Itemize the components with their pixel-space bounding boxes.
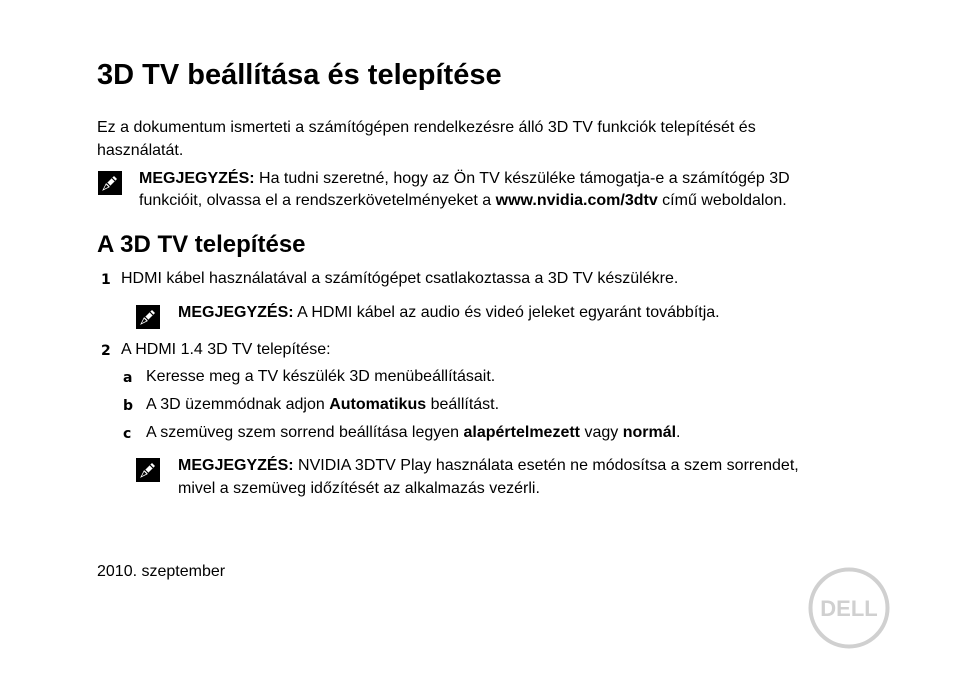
note-label: MEGJEGYZÉS: [178, 457, 294, 474]
page-title: 3D TV beállítása és telepítése [97, 59, 502, 91]
step-number: 2 [101, 343, 111, 359]
intro-line-1: Ez a dokumentum ismerteti a számítógépen rendelkezésre álló 3D TV funkciók telepítését és [97, 119, 756, 136]
substep-c-bold1: alapértelmezett [463, 424, 580, 441]
note1-text-2b: című weboldalon. [657, 192, 787, 209]
logo-text: DELL [820, 596, 878, 621]
footer-date: 2010. szeptember [97, 563, 226, 580]
note-pencil-icon [136, 458, 160, 482]
intro-line-2: használatát. [97, 142, 184, 159]
step-number: 1 [101, 272, 111, 288]
substep-c-pre: A szemüveg szem sorrend beállítása legyen [146, 424, 464, 441]
note-label: MEGJEGYZÉS: [178, 304, 294, 321]
substep-letter: c [123, 426, 132, 442]
step1-note [178, 301, 720, 325]
nvidia-link[interactable]: www.nvidia.com/3dtv [495, 192, 658, 209]
substep-letter: b [123, 398, 134, 414]
note1-text: Ha tudni szeretné, hogy az Ön TV készüléke támogatja-e a számítógép 3D [254, 170, 790, 187]
step2-note-text-1: NVIDIA 3DTV Play használata esetén ne módosítsa a szem sorrendet, [293, 457, 799, 474]
dell-logo [808, 567, 890, 649]
substep-c-bold2: normál [622, 424, 677, 441]
note-pencil-icon [136, 305, 160, 329]
note1-line-1 [139, 167, 790, 191]
step2-note-line-1 [178, 454, 799, 478]
substep-a-text: Keresse meg a TV készülék 3D menübeállításait. [146, 368, 496, 385]
substep-b-pre: A 3D üzemmódnak adjon [146, 396, 330, 413]
note1-text-2a: funkcióit, olvassa el a rendszerkövetelményeket a [139, 192, 496, 209]
step1-note-text: A HDMI kábel az audio és videó jeleket egyaránt továbbítja. [293, 304, 720, 321]
substep-c-post: . [676, 424, 681, 441]
section-title: A 3D TV telepítése [97, 231, 306, 258]
substep-b-bold: Automatikus [329, 396, 427, 413]
substep-c-text [146, 421, 680, 445]
substep-b-text [146, 393, 499, 417]
note-pencil-icon [98, 171, 122, 195]
step1-text: HDMI kábel használatával a számítógépet csatlakoztassa a 3D TV készülékre. [121, 270, 679, 287]
substep-b-post: beállítást. [426, 396, 500, 413]
step2-note-line-2: mivel a szemüveg időzítését az alkalmazás vezérli. [178, 480, 540, 497]
substep-c-mid: vagy [580, 424, 623, 441]
note-label: MEGJEGYZÉS: [139, 170, 255, 187]
step2-text: A HDMI 1.4 3D TV telepítése: [121, 341, 331, 358]
note1-line-2 [139, 189, 787, 213]
substep-letter: a [123, 370, 133, 386]
